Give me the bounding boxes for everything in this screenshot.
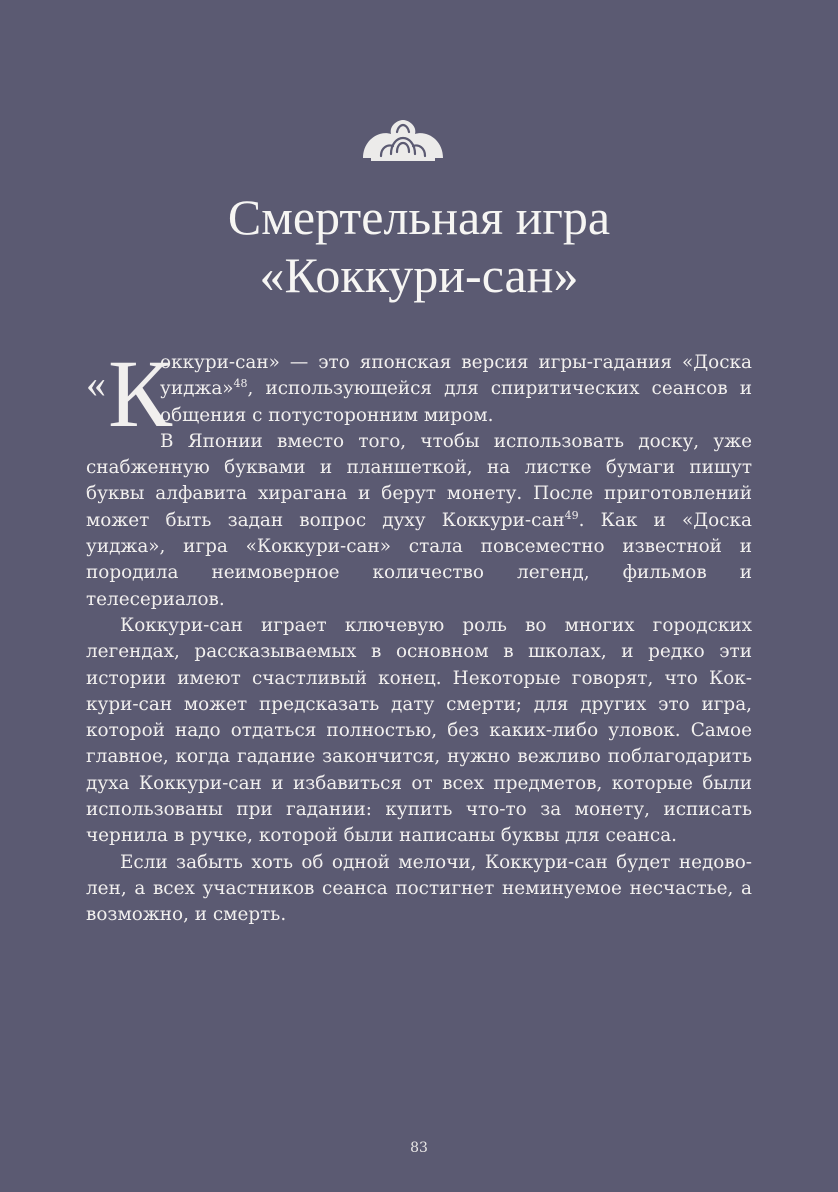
wave-crest-ornament-icon: [361, 118, 445, 162]
page-number: 83: [410, 1140, 428, 1156]
chapter-title-line-2: «Коккури-сан»: [259, 247, 579, 303]
paragraph-warning: Если забыть хоть об одной мелочи, Коккури-сан будет недоволен, а всех участников сеанса постигнет неминуемое несчастье, а возможно, и смерть.: [86, 851, 752, 926]
paragraph-japan-text-a: В Японии вместо того, чтобы использовать доску, уже снабженную буквами и планшеткой, на листке бумаги пишут буквы алфавита хирагана и берут монету. После приготовлений может быть задан вопрос духу Коккури-сан: [86, 430, 752, 531]
paragraph-intro: [86, 340, 752, 447]
chapter-title-line-1: Смертельная игра: [227, 189, 611, 245]
paragraph-japan: [86, 429, 752, 613]
drop-cap-quote: «: [86, 361, 106, 406]
drop-cap: [86, 340, 173, 447]
paragraph-legends: Коккури-сан играет ключевую роль во многих городских легендах, рассказываемых в основном в школах, и редко эти истории имеют счастливый конец. Некоторые говорят, что Коккури-сан может предсказать дату смерти; для других это игра, которой надо отдаться полностью, без каких-либо уловок. Самое главное, когда гадание закончится, нужно вежливо поблагодарить духа Коккури-сан и избавиться от всех предметов, которые были использованы при гадании: купить что-то за монету, исписать чернила в ручке, которой были написаны буквы для сеанса.: [86, 614, 752, 847]
chapter-title: [90, 188, 748, 304]
paragraph-intro-text-a: оккури-сан» — это японская версия игры-гадания «Доска уиджа»: [160, 352, 752, 400]
paragraph-japan-text-b: . Как и «Доска уиджа», игра «Коккури-сан» стала повсеместно известной и породила неимоверное количество легенд, фильмов и телесериалов.: [86, 509, 752, 610]
drop-cap-letter: К: [108, 340, 173, 447]
footnote-ref-48[interactable]: 48: [233, 377, 248, 391]
paragraph-intro-text-b: , использующейся для спиритических сеансов и общения с потусторонним миром.: [160, 378, 752, 426]
footnote-ref-49[interactable]: 49: [564, 508, 579, 522]
body-text: [86, 340, 752, 929]
